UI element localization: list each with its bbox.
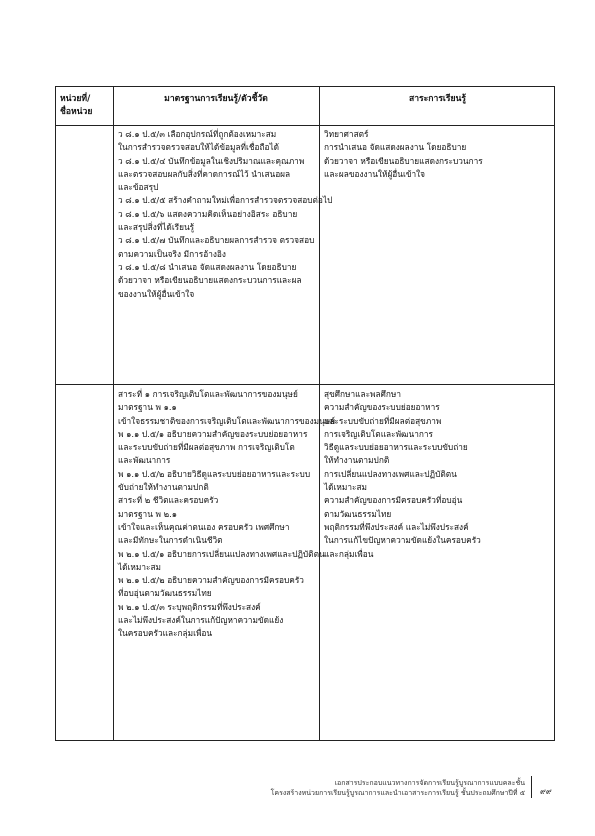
text-line: และสรุปสิ่งที่ได้เรียนรู้	[118, 222, 195, 233]
curriculum-table	[55, 86, 555, 741]
footer-line1: เอกสารประกอบแนวทางการจัดการเรียนรู้บูรณาการแบบคละชั้น	[334, 779, 525, 787]
text-line: พ ๒.๑ ป.๕/๑ อธิบายการเปลี่ยนแปลงทางเพศและปฏิบัติตน	[118, 548, 325, 559]
text-line: พ ๒.๑ ป.๕/๒ อธิบายความสำคัญของการมีครอบครัว	[118, 575, 304, 586]
text-line: ตามวัฒนธรรมไทย	[324, 508, 392, 519]
text-line: พ ๑.๑ ป.๕/๑ อธิบายความสำคัญของระบบย่อยอาหาร	[118, 428, 308, 439]
text-line: พฤติกรรมที่พึงประสงค์ และไม่พึงประสงค์	[324, 521, 469, 532]
header-unit: หน่วยที่/ ชื่อหน่วย	[60, 94, 93, 117]
column-divider-1	[113, 87, 114, 740]
text-line: ว ๘.๑ ป.๕/๓ เลือกอุปกรณ์ที่ถูกต้องเหมาะสม	[118, 129, 277, 139]
text-line: ในการแก้ไขปัญหาความขัดแย้งในครอบครัว	[324, 535, 481, 546]
text-line: ตามความเป็นจริง มีการอ้างอิง	[118, 248, 226, 259]
text-line: ในครอบครัวและกลุ่มเพื่อน	[118, 628, 213, 639]
text-line: และระบบขับถ่ายที่มีผลต่อสุขภาพ การเจริญเติบโต	[118, 442, 295, 453]
text-line: ของงานให้ผู้อื่นเข้าใจ	[118, 288, 195, 299]
text-line: ว ๘.๑ ป.๕/๖ แสดงความคิดเห็นอย่างอิสระ อธิบาย	[118, 208, 298, 219]
header-divider	[56, 125, 554, 126]
header-standard: มาตรฐานการเรียนรู้/ตัวชี้วัด	[164, 94, 268, 104]
text-line: มาตรฐาน พ ๑.๑	[118, 402, 177, 413]
text-line: ให้ทำงานตามปกติ	[324, 455, 390, 466]
text-line: ด้วยวาจา หรือเขียนอธิบายแสดงกระบวนการ	[324, 155, 483, 166]
text-line: ว ๘.๑ ป.๕/๕ สร้างคำถามใหม่เพื่อการสำรวจตรวจสอบต่อไป	[118, 195, 333, 206]
text-line: พ ๑.๑ ป.๕/๒ อธิบายวิธีดูแลระบบย่อยอาหารและระบบ	[118, 468, 311, 479]
text-line: สาระที่ ๒ ชีวิตและครอบครัว	[118, 495, 219, 506]
row2-content	[324, 388, 481, 561]
row-divider	[56, 384, 554, 385]
text-line: และกลุ่มเพื่อน	[324, 548, 374, 559]
text-line: วิธีดูแลระบบย่อยอาหารและระบบขับถ่าย	[324, 442, 468, 453]
text-line: วิทยาศาสตร์	[324, 129, 369, 139]
text-line: ด้วยวาจา หรือเขียนอธิบายแสดงกระบวนการและผล	[118, 275, 302, 286]
text-line: การเจริญเติบโตและพัฒนาการ	[324, 428, 434, 439]
text-line: และข้อสรุป	[118, 182, 159, 193]
text-line: ว ๘.๑ ป.๕/๘ นำเสนอ จัดแสดงผลงาน โดยอธิบาย	[118, 261, 297, 272]
text-line: การเปลี่ยนแปลงทางเพศและปฏิบัติตน	[324, 468, 457, 479]
row2-standards	[118, 388, 335, 641]
text-line: และไม่พึงประสงค์ในการแก้ปัญหาความขัดแย้ง	[118, 615, 284, 626]
text-line: ในการสำรวจตรวจสอบให้ได้ข้อมูลที่เชื่อถือได้	[118, 142, 280, 153]
text-line: ขับถ่ายให้ทำงานตามปกติ	[118, 482, 209, 493]
text-line: สาระที่ ๑ การเจริญเติบโตและพัฒนาการของมนุษย์	[118, 389, 298, 399]
row1-content	[324, 128, 483, 181]
header-content: สาระการเรียนรู้	[408, 94, 467, 104]
text-line: พ ๒.๑ ป.๕/๓ ระบุพฤติกรรมที่พึงประสงค์	[118, 601, 261, 612]
text-line: ความสำคัญของระบบย่อยอาหาร	[324, 402, 440, 413]
text-line: สุขศึกษาและพลศึกษา	[324, 389, 402, 399]
text-line: การนำเสนอ จัดแสดงผลงาน โดยอธิบาย	[324, 142, 467, 153]
text-line: ได้เหมาะสม	[324, 482, 367, 493]
text-line: มาตรฐาน พ ๒.๑	[118, 508, 177, 519]
row1-standards	[118, 128, 332, 301]
text-line: ความสำคัญของการมีครอบครัวที่อบอุ่น	[324, 495, 463, 506]
page-number: ๙๙	[540, 787, 552, 796]
text-line: ว ๘.๑ ป.๕/๗ บันทึกและอธิบายผลการสำรวจ ตรวจสอบ	[118, 235, 315, 246]
text-line: ได้เหมาะสม	[118, 561, 161, 572]
footer-line2: โครงสร้างหน่วยการเรียนรู้บูรณาการและนำเอาสาระการเรียนรู้ ชั้นประถมศึกษาปีที่ ๕	[270, 789, 525, 797]
text-line: และผลของงานให้ผู้อื่นเข้าใจ	[324, 168, 426, 179]
text-line: ว ๘.๑ ป.๕/๔ บันทึกข้อมูลในเชิงปริมาณและคุณภาพ	[118, 155, 305, 166]
page-footer	[271, 778, 525, 798]
text-line: เข้าใจและเห็นคุณค่าตนเอง ครอบครัว เพศศึกษา	[118, 521, 290, 532]
text-line: และระบบขับถ่ายที่มีผลต่อสุขภาพ	[324, 415, 442, 426]
text-line: และตรวจสอบผลกับสิ่งที่คาดการณ์ไว้ นำเสนอผล	[118, 168, 291, 179]
text-line: เข้าใจธรรมชาติของการเจริญเติบโตและพัฒนาการของมนุษย์	[118, 415, 336, 426]
text-line: และมีทักษะในการดำเนินชีวิต	[118, 535, 223, 546]
text-line: ที่อบอุ่นตามวัฒนธรรมไทย	[118, 588, 212, 599]
footer-divider	[531, 776, 532, 798]
text-line: และพัฒนาการ	[118, 455, 171, 466]
